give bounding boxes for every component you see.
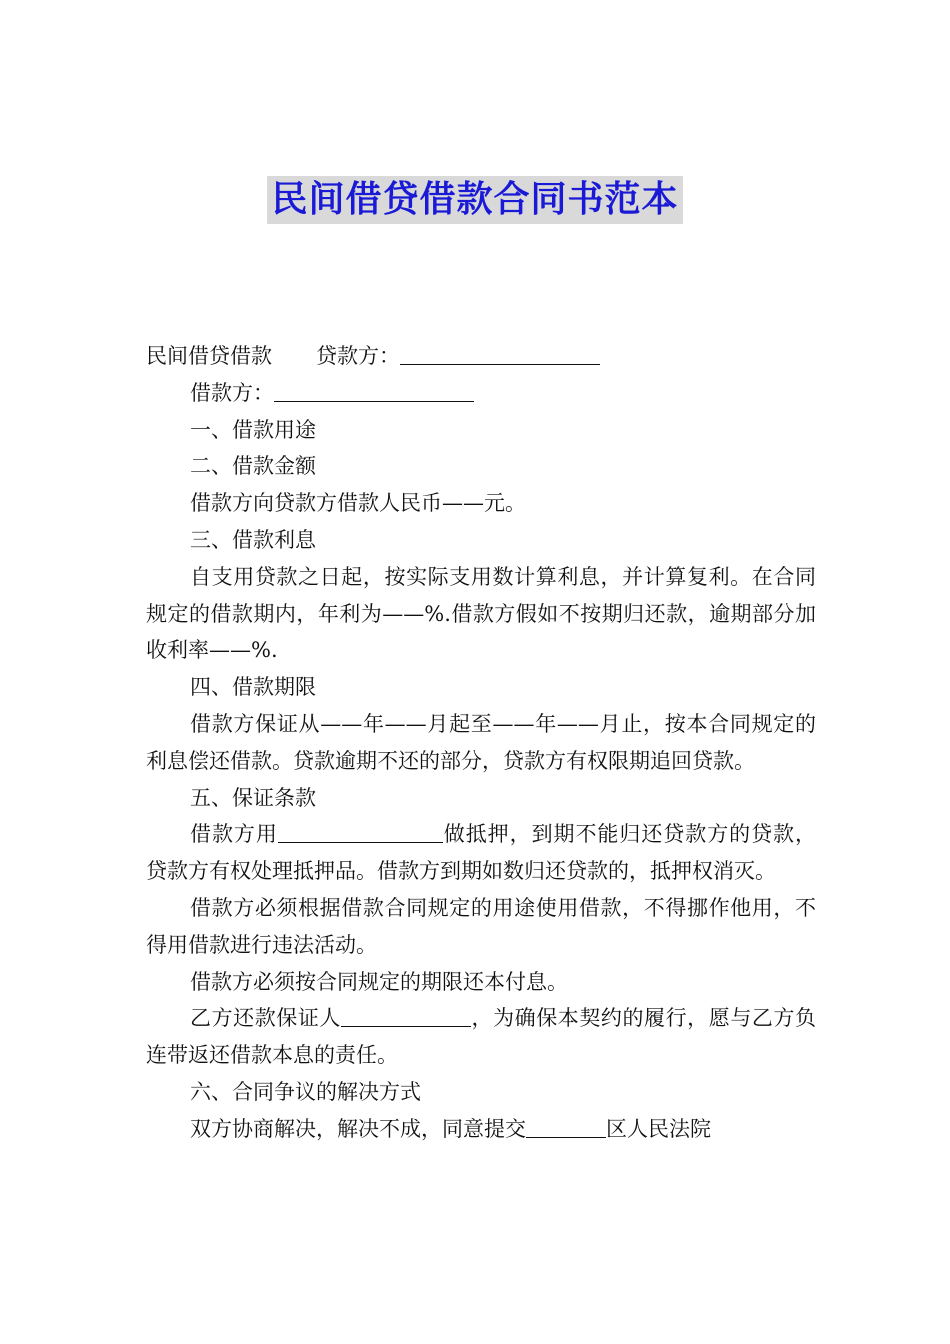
collateral-before: 借款方用 <box>190 822 278 847</box>
lender-label: 贷款方： <box>316 344 400 368</box>
intro-prefix: 民间借贷借款 <box>146 344 272 368</box>
section-4-heading: 四、借款期限 <box>190 675 316 700</box>
section-5-paragraph-2: 借款方必须根据借款合同规定的用途使用借款，不得挪作他用，不得用借款进行违法活动。 <box>146 895 816 957</box>
collateral-after: 做抵押，到期不能归还贷款方的贷款，贷款方有权处理抵押品。借款方到期如数归还贷款的，抵押权消灭。 <box>146 822 817 884</box>
borrower-line <box>146 375 816 412</box>
section-3-text: 自支用贷款之日起，按实际支用数计算利息，并计算复利。在合同规定的借款期内，年利为——%.借款方假如不按期归还款，逾期部分加收利率——%. <box>146 564 816 663</box>
court-after: 区人民法院 <box>606 1116 711 1141</box>
guarantor-after: ，为确保本契约的履行，愿与乙方负连带返还借款本息的责任。 <box>146 1006 817 1068</box>
section-6-text <box>146 1111 816 1148</box>
guarantor-blank <box>341 1004 471 1027</box>
court-blank <box>526 1115 606 1138</box>
court-before: 双方协商解决，解决不成，同意提交 <box>190 1116 526 1141</box>
section-6-heading: 六、合同争议的解决方式 <box>190 1079 421 1104</box>
section-1-heading: 一、借款用途 <box>190 417 316 442</box>
lender-blank <box>400 342 600 365</box>
title-container <box>0 176 950 224</box>
section-5-paragraph-4 <box>146 1000 816 1074</box>
section-5-heading: 五、保证条款 <box>190 785 316 810</box>
borrower-blank <box>274 379 474 402</box>
section-2-heading: 二、借款金额 <box>190 454 316 479</box>
borrower-label: 借款方： <box>190 380 274 405</box>
section-4-text: 借款方保证从——年——月起至——年——月止，按本合同规定的利息偿还借款。贷款逾期不还的部分，贷款方有权限期追回贷款。 <box>146 711 816 773</box>
intro-line <box>146 338 816 375</box>
section-5-paragraph-1 <box>146 816 816 890</box>
document-title: 民间借贷借款合同书范本 <box>267 176 682 224</box>
section-2-text: 借款方向贷款方借款人民币——元。 <box>190 491 526 516</box>
collateral-blank <box>278 820 443 843</box>
guarantor-before: 乙方还款保证人 <box>190 1006 341 1031</box>
section-5-paragraph-3: 借款方必须按合同规定的期限还本付息。 <box>190 969 568 994</box>
section-3-heading: 三、借款利息 <box>190 527 316 552</box>
document-body <box>146 338 816 1148</box>
